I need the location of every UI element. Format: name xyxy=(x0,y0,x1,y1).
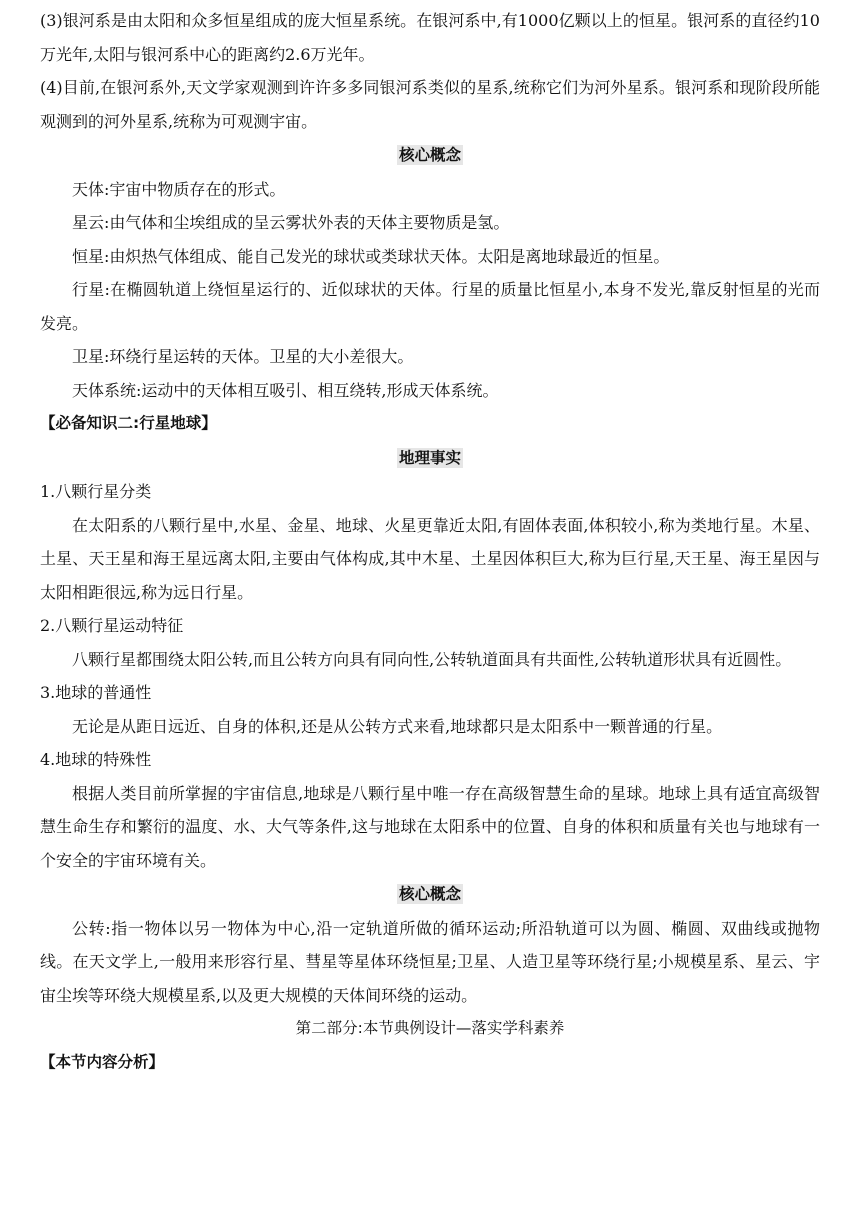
section-body-earth-special: 根据人类目前所掌握的宇宙信息,地球是八颗行星中唯一存在高级智慧生命的星球。地球上具有适宜高级智慧生命生存和繁衍的温度、水、大气等条件,这与地球在太阳系中的位置、自身的体积和质量有关也与地球有一个安全的宇宙环境有关。 xyxy=(40,783,820,870)
section-title-planet-classification: 1.八颗行星分类 xyxy=(40,482,152,501)
geo-facts-heading xyxy=(40,441,820,476)
core-concept-heading-1 xyxy=(40,138,820,173)
part-two-title: 第二部分:本节典例设计—落实学科素养 xyxy=(295,1019,565,1037)
core-concept-heading-text: 核心概念 xyxy=(398,146,461,164)
concept-nebula: 星云:由气体和尘埃组成的呈云雾状外表的天体主要物质是氢。 xyxy=(72,213,510,232)
geo-facts-heading-text: 地理事实 xyxy=(398,448,461,467)
concept-satellite: 卫星:环绕行星运转的天体。卫星的大小差很大。 xyxy=(72,347,414,366)
core-concept-heading-2 xyxy=(40,877,820,912)
section-title-planet-motion: 2.八颗行星运动特征 xyxy=(40,616,184,635)
concept-star: 恒星:由炽热气体组成、能自己发光的球状或类球状天体。太阳是离地球最近的恒星。 xyxy=(72,246,670,266)
concept-celestial-body: 天体:宇宙中物质存在的形式。 xyxy=(72,179,286,199)
section-title-earth-special: 4.地球的特殊性 xyxy=(40,750,152,769)
section-body-earth-ordinary: 无论是从距日远近、自身的体积,还是从公转方式来看,地球都只是太阳系中一颗普通的行星。 xyxy=(72,716,723,736)
section-body-planet-motion: 八颗行星都围绕太阳公转,而且公转方向具有同向性,公转轨道面具有共面性,公转轨道形状具有近圆性。 xyxy=(72,649,792,669)
paragraph-milky-way: (3)银河系是由太阳和众多恒星组成的庞大恒星系统。在银河系中,有1000亿颗以上的恒星。银河系的直径约10万光年,太阳与银河系中心的距离约2.6万光年。 xyxy=(40,11,820,64)
paragraph-extragalactic: (4)目前,在银河系外,天文学家观测到许许多多同银河系类似的星系,统称它们为河外星系。银河系和现阶段所能观测到的河外星系,统称为可观测宇宙。 xyxy=(40,78,820,131)
concept-revolution: 公转:指一物体以另一物体为中心,沿一定轨道所做的循环运动;所沿轨道可以为圆、椭圆、双曲线或抛物线。在天文学上,一般用来形容行星、彗星等星体环绕恒星;卫星、人造卫星等环绕行星;小规模星系、星云、宇宙尘埃等环绕大规模星系,以及更大规模的天体间环绕的运动。 xyxy=(40,918,820,1005)
core-concept-heading-2-text: 核心概念 xyxy=(398,885,461,903)
knowledge-2-label: 【必备知识二:行星地球】 xyxy=(40,414,217,432)
concept-celestial-system: 天体系统:运动中的天体相互吸引、相互绕转,形成天体系统。 xyxy=(72,380,499,400)
concept-planet: 行星:在椭圆轨道上绕恒星运行的、近似球状的天体。行星的质量比恒星小,本身不发光,靠反射恒星的光而发亮。 xyxy=(40,280,820,333)
section-body-planet-classification: 在太阳系的八颗行星中,水星、金星、地球、火星更靠近太阳,有固体表面,体积较小,称为类地行星。木星、土星、天王星和海王星远离太阳,主要由气体构成,其中木星、土星因体积巨大,称为巨行星,天王星、海王星因与太阳相距很远,称为远日行星。 xyxy=(40,515,820,602)
section-title-earth-ordinary: 3.地球的普通性 xyxy=(40,683,152,702)
content-analysis-label: 【本节内容分析】 xyxy=(40,1052,165,1071)
